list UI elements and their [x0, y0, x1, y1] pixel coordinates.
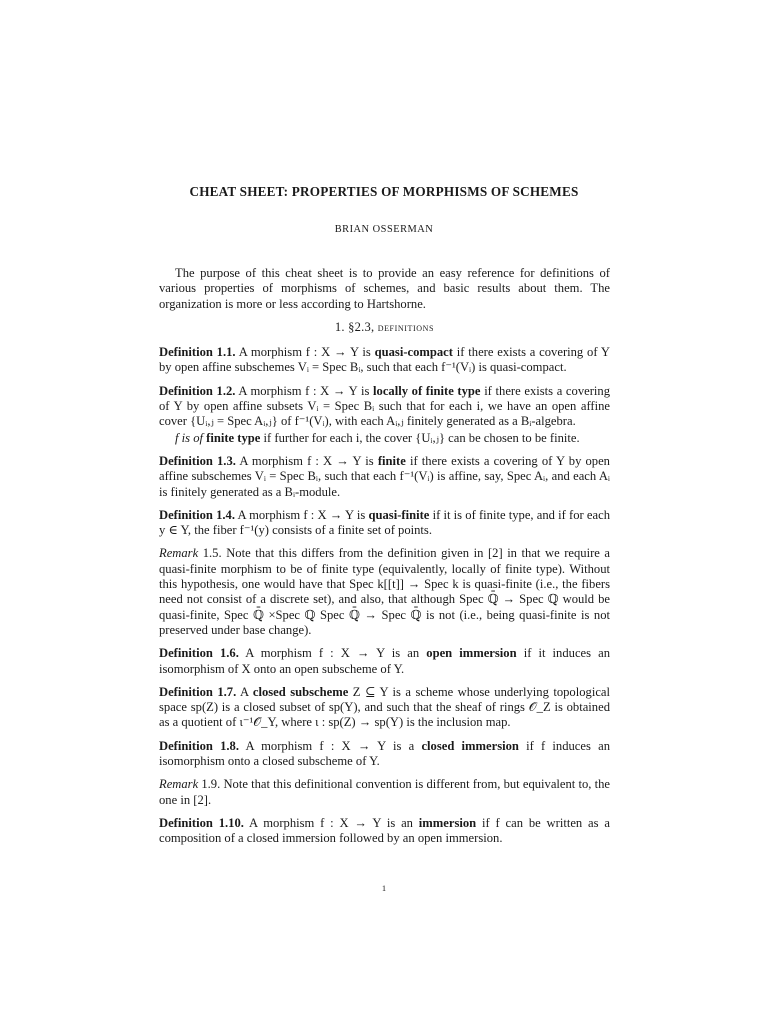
page-number: 1: [381, 883, 387, 893]
definition-label: Definition 1.8.: [159, 738, 239, 753]
definition-text: A morphism f : X → Y is an: [245, 646, 420, 661]
definition-text: A morphism f : X → Y is a: [245, 738, 415, 753]
definition-label: Definition 1.10.: [159, 815, 244, 830]
defined-term: locally of finite type: [373, 383, 481, 398]
definition-1-2: [159, 384, 610, 430]
definition-1-4: [159, 508, 610, 539]
definition-1-2-continuation: [159, 431, 610, 446]
definition-label: Definition 1.7.: [159, 684, 237, 699]
definition-label: Definition 1.6.: [159, 646, 239, 661]
definition-text: A morphism f : X → Y is an: [249, 815, 413, 830]
definition-text: A morphism f : X → Y is: [239, 453, 374, 468]
section-heading: [159, 320, 610, 336]
definition-text: A: [240, 684, 249, 699]
section-number: 1.: [334, 319, 345, 334]
definition-text: A morphism f : X → Y is: [238, 383, 370, 398]
definition-1-7: [159, 685, 610, 731]
section-name: definitions: [377, 321, 435, 334]
definition-text: A morphism f : X → Y is: [238, 345, 371, 360]
definition-1-6: [159, 646, 610, 677]
remark-number: 1.9.: [201, 777, 221, 792]
definition-text: f is of: [175, 430, 203, 445]
definition-text: if it induces an isomorphism of X onto an open subscheme of Y.: [159, 646, 610, 676]
definition-1-10: [159, 816, 610, 847]
definition-1-8: [159, 739, 610, 770]
defined-term: quasi-finite: [368, 507, 430, 522]
definition-text: if f can be written as a composition of a closed immersion followed by an open immersion.: [159, 815, 610, 846]
defined-term: closed immersion: [421, 738, 519, 753]
definition-text: Z ⊆ Y is a scheme whose underlying topological space sp(Z) is a closed subset of sp(Y), and such that the sheaf of rings 𝒪_Z is obtained as a quotient of ι⁻¹𝒪_Y, where ι : sp(Z) → sp(Y) is the inclusion map.: [159, 684, 610, 730]
definition-label: Definition 1.1.: [159, 345, 236, 360]
section-symbol: §2.3,: [348, 319, 375, 334]
remark-text: Note that this differs from the definition given in [2] in that we require a quasi-finite morphism to be of finite type (equivalently, locally of finite type). Without this hypothesis, one would have that Spec k[[t]] → Spec k is quasi-finite (i.e., the fibers need not consist of a discrete set), and also, that although Spec ℚ̄ → Spec ℚ would be quasi-finite, Spec ℚ̄ ×Spec ℚ Spec ℚ̄ → Spec ℚ̄ is not (i.e., being quasi-finite is not preserved under base change).: [159, 546, 611, 637]
defined-term: finite type: [206, 430, 261, 445]
definition-text: if there exists a covering of Y by open affine subschemes Vᵢ = Spec Bᵢ, such that each f⁻¹(Vᵢ) is affine, say, Spec Aᵢ, and each Aᵢ is finitely generated as a Bᵢ-module.: [159, 453, 610, 499]
definition-text: if f induces an isomorphism onto a closed subscheme of Y.: [159, 738, 610, 769]
author-name: BRIAN OSSERMAN: [334, 224, 434, 235]
definition-label: Definition 1.4.: [159, 507, 235, 522]
definition-label: Definition 1.3.: [159, 453, 236, 468]
defined-term: open immersion: [426, 646, 517, 661]
definition-1-1: [159, 345, 610, 376]
remark-label: Remark: [159, 777, 199, 792]
remark-text: Note that this definitional convention is different from, but equivalent to, the one in [2].: [159, 777, 610, 807]
definition-text: if further for each i, the cover {Uᵢ,ⱼ} can be chosen to be finite.: [263, 430, 580, 445]
intro-paragraph: The purpose of this cheat sheet is to provide an easy reference for definitions of various properties of morphisms of schemes, and basic results about them. The organization is more or less according to Hartshorne.: [159, 266, 610, 311]
defined-term: quasi-compact: [374, 345, 453, 360]
remark-number: 1.5.: [202, 546, 222, 561]
paper-body: [159, 266, 610, 855]
definition-text: if it is of finite type, and if for each y ∈ Y, the fiber f⁻¹(y) consists of a finite set of points.: [159, 507, 610, 538]
defined-term: finite: [377, 453, 406, 468]
defined-term: immersion: [418, 815, 477, 830]
definition-1-3: [159, 454, 610, 500]
definition-text: A morphism f : X → Y is: [237, 507, 366, 522]
definition-text: if there exists a covering of Y by open affine subsets Vᵢ = Spec Bᵢ such that for each i, we have an open affine cover {Uᵢ,ⱼ = Spec Aᵢ,ⱼ} of f⁻¹(Vᵢ), with each Aᵢ,ⱼ finitely generated as a Bᵢ-algebra.: [159, 383, 610, 429]
definition-text: if there exists a covering of Y by open affine subschemes Vᵢ = Spec Bᵢ, such that each f⁻¹(Vᵢ) is quasi-compact.: [159, 345, 610, 375]
remark-1-5: [159, 546, 610, 638]
definition-label: Definition 1.2.: [159, 383, 236, 398]
defined-term: closed subscheme: [252, 684, 349, 699]
remark-label: Remark: [159, 546, 199, 561]
remark-1-9: [159, 777, 610, 808]
paper-title: CHEAT SHEET: PROPERTIES OF MORPHISMS OF SCHEMES: [189, 184, 579, 199]
